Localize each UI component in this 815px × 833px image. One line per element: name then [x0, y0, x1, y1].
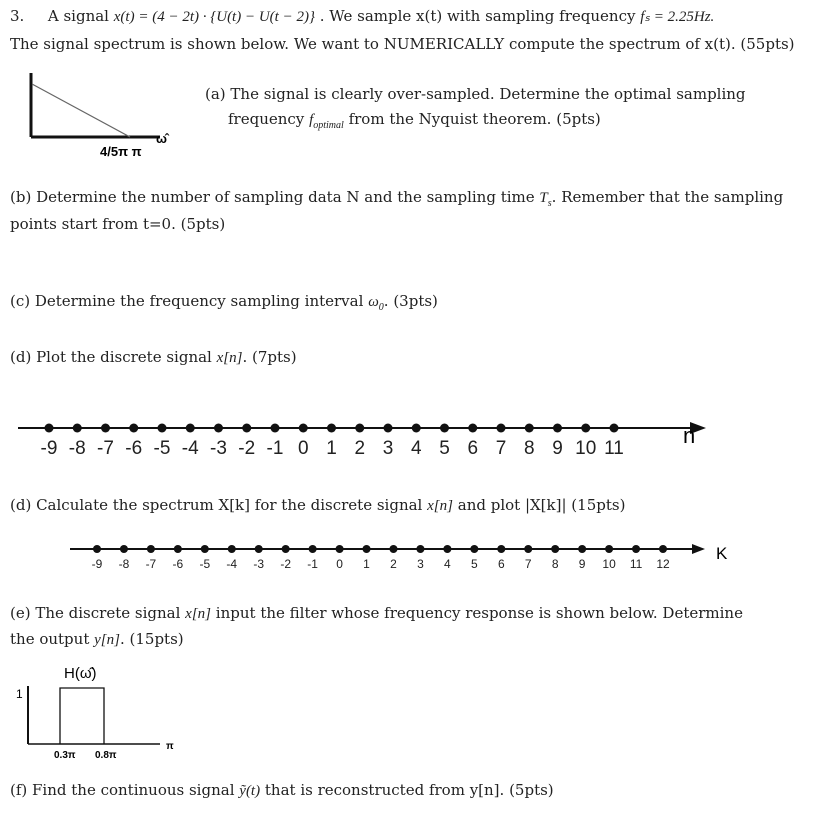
n-axis-tick-label: 5 [439, 438, 450, 459]
output-signal: y[n] [94, 632, 120, 648]
omega-zero [368, 294, 384, 313]
part-d-spectrum [10, 496, 625, 515]
k-axis-dot [470, 545, 478, 553]
part-e-text: (e) The discrete signal [10, 604, 181, 622]
intro-text-b: . We sample x(t) with sampling frequency [319, 7, 636, 25]
f-subscript: optimal [313, 120, 344, 131]
k-axis-tick-label: 7 [524, 557, 532, 571]
n-axis-dot [412, 424, 421, 433]
filter-x-label-2: 0.8π [95, 750, 117, 761]
n-axis-dot [299, 424, 308, 433]
k-axis-tick-label: 0 [336, 557, 343, 571]
n-axis-tick-label: -5 [153, 438, 171, 459]
k-axis-dot [336, 545, 344, 553]
k-axis-dot [551, 545, 559, 553]
k-axis-tick-label: -3 [253, 557, 265, 571]
part-f [10, 781, 554, 800]
k-axis-label: K [716, 544, 728, 563]
reconstructed-signal: ỹ(t) [239, 783, 261, 799]
k-axis-dot [443, 545, 451, 553]
n-axis-tick-label: 10 [575, 438, 597, 459]
part-d-plot [10, 348, 297, 367]
k-axis-dot [578, 545, 586, 553]
n-axis-dot [525, 424, 534, 433]
n-axis-dot [440, 424, 449, 433]
problem-number: 3. [10, 7, 25, 25]
n-axis-dot [553, 424, 562, 433]
n-axis-dot [242, 424, 251, 433]
part-f-text-end: that is reconstructed from y[n]. (5pts) [264, 781, 554, 799]
n-axis-label: n [683, 423, 696, 448]
n-axis-dot [73, 424, 82, 433]
filter-passband [60, 688, 104, 744]
spectrum-omega-label: ω̂ [156, 131, 167, 146]
k-axis-dot [228, 545, 236, 553]
k-axis-dot [282, 545, 290, 553]
part-c-text-end: . (3pts) [383, 292, 438, 310]
k-axis-tick-label: 10 [602, 557, 616, 571]
n-axis-tick-label: -1 [266, 438, 284, 459]
k-axis-tick-label: 12 [656, 557, 670, 571]
n-axis-dot [610, 424, 619, 433]
k-axis-dot [416, 545, 424, 553]
n-axis-dot [355, 424, 364, 433]
problem-line-2: The signal spectrum is shown below. We want to NUMERICALLY compute the spectrum of x(t). (55pts) [10, 35, 795, 53]
n-axis-dot [384, 424, 393, 433]
k-axis-tick-label: 9 [578, 557, 586, 571]
k-axis-dot [497, 545, 505, 553]
k-axis-tick-label: 4 [444, 557, 451, 571]
spectrum-line [32, 84, 130, 137]
part-c [10, 292, 438, 313]
part-e-line-1 [10, 604, 743, 623]
part-f-text: (f) Find the continuous signal [10, 781, 235, 799]
k-axis-dot [389, 545, 397, 553]
part-e2-text: the output [10, 630, 90, 648]
n-axis-tick-label: -7 [97, 438, 114, 459]
sampling-time [539, 190, 552, 209]
part-e2-text-end: . (15pts) [119, 630, 184, 648]
f-symbol: f [309, 112, 314, 128]
input-signal: x[n] [185, 606, 212, 622]
n-axis-dot [158, 424, 167, 433]
t-subscript: s [547, 198, 552, 209]
k-axis-dot [363, 545, 371, 553]
n-axis-tick-label: -8 [68, 438, 86, 459]
k-axis-tick-label: -1 [307, 557, 318, 571]
k-axis-dot [120, 545, 128, 553]
filter-plot [10, 658, 210, 768]
k-axis-tick-label: -8 [118, 557, 130, 571]
k-axis-dot [147, 545, 155, 553]
k-axis-tick-label: 11 [629, 557, 643, 571]
spectrum-plot [20, 68, 190, 163]
signal-expression: x(t) = (4 − 2t) · {U(t) − U(t − 2)} [113, 9, 315, 25]
n-axis-dot [214, 424, 223, 433]
k-axis-dot [93, 545, 101, 553]
omega-symbol: ω [368, 294, 379, 310]
k-axis-tick-label: 2 [390, 557, 397, 571]
k-axis-dot [201, 545, 209, 553]
part-b-text: (b) Determine the number of sampling data N and the sampling time [10, 188, 535, 206]
n-axis-tick-label: -6 [125, 438, 143, 459]
n-axis-tick-label: 2 [354, 438, 366, 459]
n-axis-tick-label: 3 [382, 438, 394, 459]
k-axis-tick-label: -4 [226, 557, 238, 571]
part-b-line-2: points start from t=0. (5pts) [10, 215, 226, 233]
problem-line-1 [10, 7, 714, 26]
k-axis-tick-label: -5 [199, 557, 211, 571]
k-axis-tick-label: 1 [363, 557, 370, 571]
discrete-signal-2: x[n] [427, 498, 453, 514]
k-axis-tick-label: -7 [145, 557, 157, 571]
n-axis-tick-label: -9 [40, 438, 58, 459]
k-axis-dot [309, 545, 317, 553]
k-axis-tick-label: 3 [417, 557, 424, 571]
part-b-text-end: . Remember that the sampling [551, 188, 784, 206]
filter-title: H(ω̂) [64, 665, 97, 682]
filter-x-label-3: π [166, 741, 174, 752]
n-axis-tick-label: 7 [495, 438, 507, 459]
k-axis-dot [174, 545, 182, 553]
n-axis-tick-label: -3 [210, 438, 227, 459]
part-d2-text: (d) Calculate the spectrum X[k] for the discrete signal [10, 496, 423, 514]
n-axis-dot [45, 424, 54, 433]
k-axis-dot [632, 545, 640, 553]
k-axis-tick-label: 6 [497, 557, 505, 571]
sampling-frequency: fₛ = 2.25Hz. [640, 9, 715, 25]
omega-subscript: 0 [378, 302, 384, 313]
n-axis-tick-label: 1 [326, 438, 337, 459]
part-b-line-1 [10, 188, 783, 209]
n-axis-dot [581, 424, 590, 433]
n-axis-dot [497, 424, 506, 433]
part-a-text-end: from the Nyquist theorem. (5pts) [348, 110, 601, 128]
k-axis [0, 538, 815, 578]
n-axis-dot [186, 424, 195, 433]
k-axis-arrow [692, 544, 705, 554]
n-axis-tick-label: 11 [604, 438, 624, 459]
n-axis-dot [327, 424, 336, 433]
n-axis [0, 410, 815, 470]
filter-x-label-1: 0.3π [54, 750, 76, 761]
n-axis-tick-label: -2 [238, 438, 256, 459]
n-axis-tick-label: 9 [552, 438, 563, 459]
part-d-text: (d) Plot the discrete signal [10, 348, 212, 366]
discrete-signal: x[n] [216, 350, 243, 366]
n-axis-tick-label: 6 [467, 438, 479, 459]
part-c-text: (c) Determine the frequency sampling interval [10, 292, 364, 310]
n-axis-dot [468, 424, 477, 433]
t-symbol: T [539, 190, 548, 206]
k-axis-tick-label: -9 [91, 557, 103, 571]
n-axis-dot [101, 424, 110, 433]
n-axis-dot [129, 424, 138, 433]
part-d2-text-end: and plot |X[k]| (15pts) [457, 496, 626, 514]
n-axis-tick-label: 4 [410, 438, 422, 459]
spectrum-tick-labels: 4/5π π [100, 144, 142, 159]
k-axis-dot [255, 545, 263, 553]
k-axis-dot [524, 545, 532, 553]
k-axis-dot [605, 545, 613, 553]
n-axis-tick-label: 0 [297, 438, 309, 459]
n-axis-dot [271, 424, 280, 433]
f-optimal [309, 112, 344, 131]
part-e-line-2 [10, 630, 184, 649]
part-e-text-end: input the filter whose frequency response is shown below. Determine [215, 604, 743, 622]
filter-y-label: 1 [16, 687, 23, 701]
k-axis-tick-label: -6 [172, 557, 184, 571]
k-axis-tick-label: -2 [280, 557, 292, 571]
n-axis-tick-label: -4 [181, 438, 199, 459]
part-a-line-2 [228, 110, 601, 131]
part-a-line-1: (a) The signal is clearly over-sampled. Determine the optimal sampling [205, 85, 746, 103]
part-d-text-end: . (7pts) [242, 348, 297, 366]
n-axis-tick-label: 8 [523, 438, 535, 459]
k-axis-dot [659, 545, 667, 553]
intro-text-a: A signal [47, 7, 109, 25]
part-a-text: frequency [228, 110, 305, 128]
k-axis-tick-label: 5 [470, 557, 478, 571]
k-axis-tick-label: 8 [551, 557, 559, 571]
